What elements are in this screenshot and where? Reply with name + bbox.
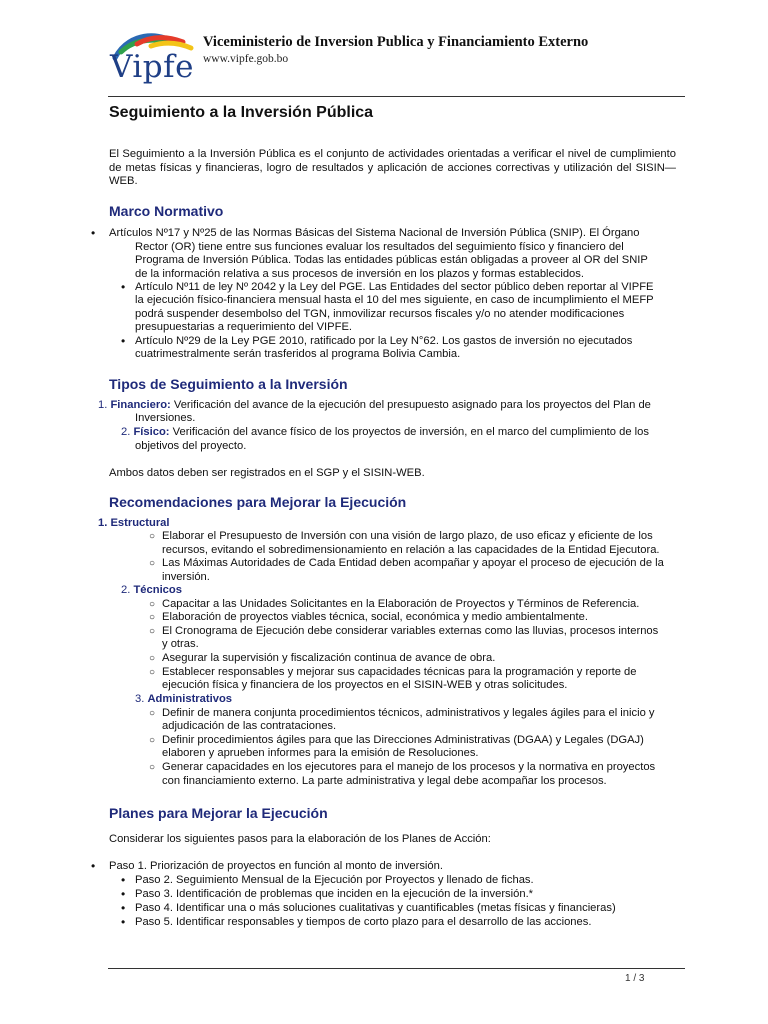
subheading-label: Técnicos <box>133 584 182 596</box>
circle-bullet-icon: ○ <box>149 708 156 719</box>
bullet-icon: • <box>121 901 126 915</box>
recom-line: inversión. <box>162 571 210 583</box>
list-number: 2. <box>121 584 131 596</box>
page-title: Seguimiento a la Inversión Pública <box>109 104 374 121</box>
term-label: Financiero: <box>110 399 171 411</box>
recom-line: Elaboración de proyectos viables técnica, social, económica y medio ambientalmente. <box>162 611 588 623</box>
recom-line: Generar capacidades en los ejecutores para el manejo de los procesos y la normativa en proyectos <box>162 761 656 773</box>
circle-bullet-icon: ○ <box>149 667 156 678</box>
recom-line: El Cronograma de Ejecución debe considerar variables externas como las lluvias, procesos internos <box>162 625 659 637</box>
recom-line: Elaborar el Presupuesto de Inversión con una visión de largo plazo, de uso eficaz y eficiente de los <box>162 530 653 542</box>
intro-paragraph: El Seguimiento a la Inversión Pública es el conjunto de actividades orientadas a verificar el nivel de cumplimiento de metas físicas y financieras, logro de resultados y aplicación de acciones correctivas y utilización del SISIN—WEB. <box>109 148 676 187</box>
marco-line: cuatrimestralmente serán trasferidos al programa Bolivia Cambia. <box>135 348 461 360</box>
recom-line: adjudicación de las contrataciones. <box>162 720 337 732</box>
recom-line: recursos, evitando el sobredimensionamiento en relación a las capacidades de la Entidad Ejecutora. <box>162 544 660 556</box>
circle-bullet-icon: ○ <box>149 653 156 664</box>
marco-line: Artículo Nº29 de la Ley PGE 2010, ratificado por la Ley N°62. Los gastos de inversión no ejecutados <box>135 335 633 347</box>
paso-item: Paso 5. Identificar responsables y tiempos de corto plazo para el desarrollo de las acciones. <box>135 916 592 928</box>
tipos-note: Ambos datos deben ser registrados en el SGP y el SISIN-WEB. <box>109 467 425 479</box>
subheading-estructural: 1. Estructural <box>98 517 170 529</box>
circle-bullet-icon: ○ <box>149 599 156 610</box>
bullet-icon: • <box>121 280 126 294</box>
heading-marco-normativo: Marco Normativo <box>109 203 224 219</box>
organization-url[interactable]: www.vipfe.gob.bo <box>203 53 289 65</box>
marco-line: Programa de Inversión Pública. Todas las entidades públicas están obligadas a proveer al OR del SNIP <box>135 254 648 266</box>
page-number: 1 / 3 <box>625 973 645 984</box>
recom-line: Las Máximas Autoridades de Cada Entidad deben acompañar y apoyar el proceso de ejecución de la <box>162 557 664 569</box>
marco-line: presupuestarias a requerimiento del VIPFE. <box>135 321 353 333</box>
recom-line: Asegurar la supervisión y fiscalización continua de avance de obra. <box>162 652 496 664</box>
subheading-label: Administrativos <box>147 693 232 705</box>
circle-bullet-icon: ○ <box>149 735 156 746</box>
recom-line: Definir de manera conjunta procedimientos técnicos, administrativos y legales ágiles para el inicio y <box>162 707 655 719</box>
paso-item: Paso 4. Identificar una o más soluciones cualitativas y cuantificables (metas físicas y financieras) <box>135 902 616 914</box>
marco-line: la ejecución físico-financiera mensual hasta el 10 del mes siguiente, en caso de incumplimiento el MEFP <box>135 294 654 306</box>
recom-line: con financiamiento externo. La parte administrativa y legal debe acompañar los procesos. <box>162 775 607 787</box>
heading-planes: Planes para Mejorar la Ejecución <box>109 805 328 821</box>
organization-name: Viceministerio de Inversion Publica y Financiamiento Externo <box>203 34 589 50</box>
circle-bullet-icon: ○ <box>149 531 156 542</box>
subheading-tecnicos <box>121 584 182 598</box>
recom-line: y otras. <box>162 638 199 650</box>
bullet-icon: • <box>91 226 96 240</box>
paso-item: Paso 3. Identificación de problemas que inciden en la ejecución de la inversión.* <box>135 888 534 900</box>
paso-item: Paso 1. Priorización de proyectos en función al monto de inversión. <box>109 860 443 872</box>
subheading-administrativos <box>135 693 232 707</box>
paso-item: Paso 2. Seguimiento Mensual de la Ejecución por Proyectos y llenado de fichas. <box>135 874 534 886</box>
marco-line: Artículo Nº11 de ley Nº 2042 y la Ley del PGE. Las Entidades del sector público deben reportar al VIPFE <box>135 281 654 293</box>
recom-line: ejecución física y financiera de los proyectos en el SISIN-WEB y otras solicitudes. <box>162 679 568 691</box>
list-number: 2. <box>121 426 131 438</box>
term-description: Verificación del avance físico de los proyectos de inversión, en el marco del cumplimiento de los <box>169 426 649 438</box>
circle-bullet-icon: ○ <box>149 612 156 623</box>
marco-line: Rector (OR) tiene entre sus funciones evaluar los resultados del seguimiento físico y financiero del <box>135 241 624 253</box>
recom-line: Capacitar a las Unidades Solicitantes en la Elaboración de Proyectos y Términos de Referencia. <box>162 598 640 610</box>
circle-bullet-icon: ○ <box>149 626 156 637</box>
circle-bullet-icon: ○ <box>149 762 156 773</box>
marco-line: podrá suspender desembolso del TGN, inmovilizar recursos fiscales y/o no atender modificaciones <box>135 308 625 320</box>
recom-line: elaboren y aprueben informes para la emisión de Resoluciones. <box>162 747 479 759</box>
tipo-item-fisico <box>121 426 649 440</box>
bullet-icon: • <box>121 887 126 901</box>
marco-line: Artículos Nº17 y Nº25 de las Normas Básicas del Sistema Nacional de Inversión Pública (SNIP). El Órgano <box>109 227 640 239</box>
heading-recomendaciones: Recomendaciones para Mejorar la Ejecución <box>109 494 407 510</box>
footer-divider <box>108 968 685 969</box>
list-number: 1. <box>98 399 108 411</box>
tipo-item-financiero <box>98 399 651 413</box>
bullet-icon: • <box>91 859 96 873</box>
planes-intro: Considerar los siguientes pasos para la elaboración de los Planes de Acción: <box>109 833 491 845</box>
term-label: Físico: <box>133 426 170 438</box>
logo-text: Vipfe <box>110 49 194 85</box>
tipo-line: Inversiones. <box>135 412 196 424</box>
header-divider <box>108 96 685 97</box>
tipo-line: objetivos del proyecto. <box>135 440 247 452</box>
recom-line: Establecer responsables y mejorar sus capacidades técnicas para la programación y reporte de <box>162 666 637 678</box>
list-number: 3. <box>135 693 145 705</box>
term-description: Verificación del avance de la ejecución del presupuesto asignado para los proyectos del Plan de <box>170 399 651 411</box>
bullet-icon: • <box>121 873 126 887</box>
circle-bullet-icon: ○ <box>149 558 156 569</box>
heading-tipos-seguimiento: Tipos de Seguimiento a la Inversión <box>109 376 348 392</box>
recom-line: Definir procedimientos ágiles para que las Direcciones Administrativas (DGAA) y Legales (DGAJ) <box>162 734 644 746</box>
marco-line: de la información relativa a sus procesos de inversión en los plazos y formas establecidos. <box>135 268 584 280</box>
bullet-icon: • <box>121 915 126 929</box>
bullet-icon: • <box>121 334 126 348</box>
